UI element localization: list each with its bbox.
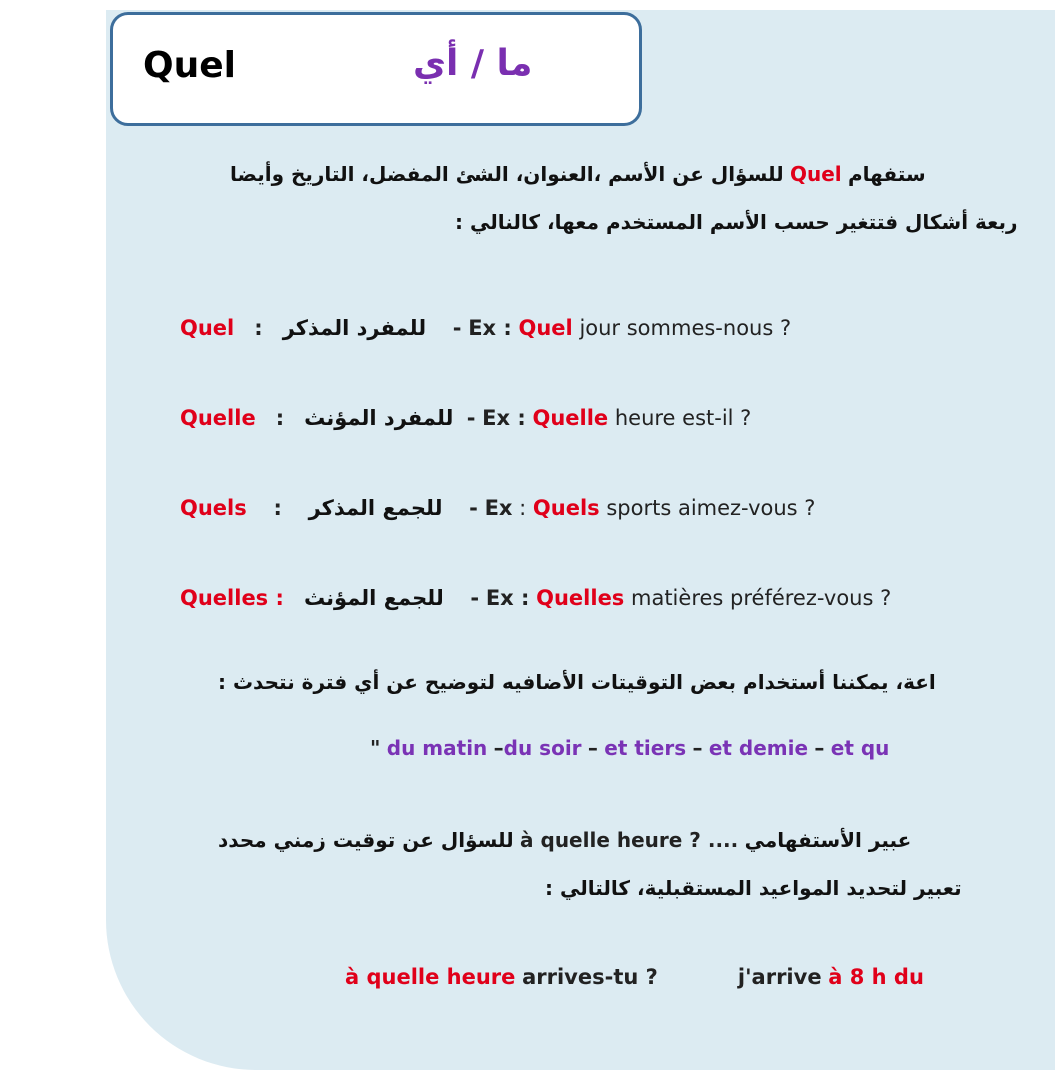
expr-line-2: تعبير لتحديد المواعيد المستقبلية، كالتالي : bbox=[545, 876, 962, 900]
time-note: اعة، يمكننا أستخدام بعض التوقيتات الأضافيه لتوضيح عن أي فترة نتحدث : bbox=[218, 670, 936, 694]
intro-line-2: ربعة أشكال فتتغير حسب الأسم المستخدم معها، كالنالي : bbox=[455, 210, 1018, 234]
title-arabic: ما / أي bbox=[413, 43, 533, 84]
title-box bbox=[110, 12, 642, 126]
form-row-quel: Quel : للمفرد المذكر - Ex : Quel jour sommes-nous ? bbox=[180, 316, 792, 340]
intro-quel: Quel bbox=[789, 162, 842, 186]
time-words: " du matin –du soir – et tiers – et demie – et qu bbox=[370, 736, 890, 760]
form-row-quelle: Quelle : للمفرد المؤنث - Ex : Quelle heure est-il ? bbox=[180, 406, 752, 430]
expr-line-1: عبير الأستفهامي à quelle heure ? .... للسؤال عن توقيت زمني محدد bbox=[218, 828, 912, 852]
final-example: à quelle heure arrives-tu ? j'arrive à 8 h du bbox=[345, 965, 924, 989]
title-french: Quel bbox=[143, 45, 236, 86]
intro-line-1: ستفهام Quel للسؤال عن الأسم ،العنوان، الشئ المفضل، التاريخ وأيضا bbox=[230, 162, 926, 186]
form-row-quelles: Quelles : للجمع المؤنث - Ex : Quelles matières préférez-vous ? bbox=[180, 586, 892, 610]
form-row-quels: Quels : للجمع المذكر - Ex : Quels sports aimez-vous ? bbox=[180, 496, 816, 520]
